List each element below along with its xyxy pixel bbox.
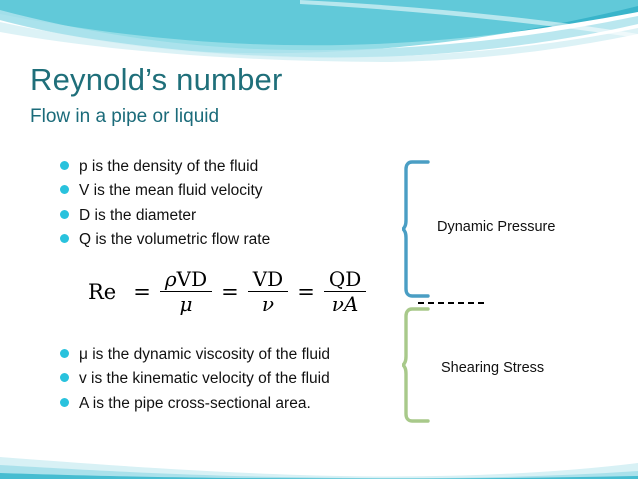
formula-fraction-1-denominator: μ [179,292,193,317]
dynamic-pressure-brace [402,158,436,305]
reynolds-number-formula [88,268,366,315]
nu-symbol: ν [331,292,344,317]
formula-fraction-3-denominator [327,292,364,315]
rho-symbol: ρ [164,267,177,291]
formula-equals-3: = [297,279,315,304]
formula-fraction-2-numerator: VD [252,267,284,291]
bullet-dot-icon [60,185,69,194]
bullet-dot-icon [60,349,69,358]
bullet-list-top [60,157,400,255]
bullet-dot-icon [60,234,69,243]
formula-fraction-1-numerator [160,268,212,291]
formula-fraction-2 [248,268,288,315]
list-item [60,345,420,364]
formula-fraction-1 [160,268,212,315]
formula-lhs: Re [88,279,117,304]
list-item-label: v is the kinematic velocity of the fluid [79,370,330,388]
list-item-label: V is the mean fluid velocity [79,182,263,200]
bullet-dot-icon [60,210,69,219]
formula-fraction-2-denominator: ν [261,292,275,317]
formula-equals-2: = [221,279,239,304]
formula-fraction-3-numerator: QD [328,267,362,291]
list-item [60,157,400,176]
bullet-dot-icon [60,373,69,382]
list-item [60,230,400,249]
page-title: Reynold’s number [30,62,283,97]
page-subtitle: Flow in a pipe or liquid [30,106,220,127]
formula-equals-1: = [133,279,151,304]
bullet-dot-icon [60,161,69,170]
bullet-dot-icon [60,398,69,407]
formula-fraction-3 [324,268,366,315]
list-item-label: Q is the volumetric flow rate [79,231,271,249]
area-symbol: A [343,292,359,317]
list-item-label: μ is the dynamic viscosity of the fluid [79,346,331,363]
vd-symbol: VD [176,267,208,291]
list-item [60,206,400,225]
shearing-stress-label: Shearing Stress [441,360,545,376]
top-decoration-banner [0,0,638,62]
list-item-label: p is the density of the fluid [79,158,259,175]
list-item [60,369,420,388]
dynamic-pressure-label: Dynamic Pressure [437,219,556,235]
list-item [60,181,400,200]
list-item [60,394,420,413]
bullet-list-bottom [60,345,420,418]
bottom-decoration-banner [0,449,638,479]
list-item-label: A is the pipe cross-sectional area. [79,394,311,412]
list-item-label: D is the diameter [79,206,197,224]
